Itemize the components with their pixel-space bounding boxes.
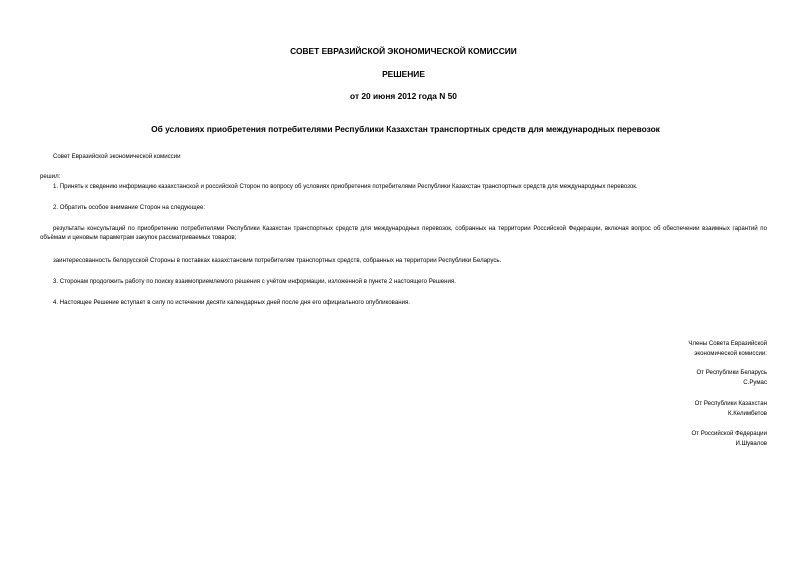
date-number-heading: от 20 июня 2012 года N 50 bbox=[350, 91, 457, 101]
belarus-label: От Республики Беларусь bbox=[696, 369, 767, 376]
organization-heading: СОВЕТ ЕВРАЗИЙСКОЙ ЭКОНОМИЧЕСКОЙ КОМИССИИ bbox=[290, 46, 517, 56]
members-line-1: Члены Совета Евразийской bbox=[688, 340, 767, 347]
item-2-paragraph: 2. Обратить особое внимание Сторон на следующее: bbox=[53, 204, 206, 211]
document-title: Об условиях приобретения потребителями Республики Казахстан транспортных средств для международных перевозок bbox=[151, 124, 660, 134]
item-2b-paragraph: заинтересованность белорусской Стороны в поставках казахстанским потребителям транспортных средств, собранных на территории Республики Беларусь. bbox=[53, 257, 502, 264]
members-line-2: экономической комиссии: bbox=[694, 349, 767, 357]
signature-russia bbox=[567, 429, 767, 448]
decided-paragraph: решил: bbox=[40, 173, 61, 180]
kazakhstan-signatory: К.Келимбетов bbox=[727, 409, 767, 417]
belarus-signatory: С.Румас bbox=[743, 378, 767, 386]
item-3-paragraph: 3. Сторонам продолжить работу по поиску взаимоприемлемого решения с учётом информации, изложенной в пункте 2 настоящего Решения. bbox=[53, 278, 456, 285]
russia-signatory: И.Шувалов bbox=[735, 439, 767, 447]
item-4-paragraph: 4. Настоящее Решение вступает в силу по истечении десяти календарных дней после дня его официального опубликования. bbox=[53, 299, 411, 306]
issuer-paragraph: Совет Евразийской экономической комиссии bbox=[53, 153, 181, 160]
item-1-paragraph: 1. Принять к сведению информацию казахстанской и российской Сторон по вопросу об условиях приобретения потребителями Республики Казахстан транспортных средств для международных перевозок. bbox=[53, 183, 638, 190]
russia-label: От Российской Федерации bbox=[691, 430, 767, 437]
kazakhstan-label: От Республики Казахстан bbox=[694, 400, 767, 407]
signature-kazakhstan bbox=[567, 399, 767, 418]
document-type-heading: РЕШЕНИЕ bbox=[382, 69, 425, 79]
members-block bbox=[567, 339, 767, 358]
signature-belarus bbox=[567, 368, 767, 387]
item-2a-paragraph: результаты консультаций по приобретению потребителями Республики Казахстан транспортных средств для международных перевозок, собранных на территории Российской Федерации, включая вопрос об обеспечении взаимных гарантий по объёмам и ценовым параметрам закупок рассматриваемых товаров; bbox=[40, 225, 767, 242]
